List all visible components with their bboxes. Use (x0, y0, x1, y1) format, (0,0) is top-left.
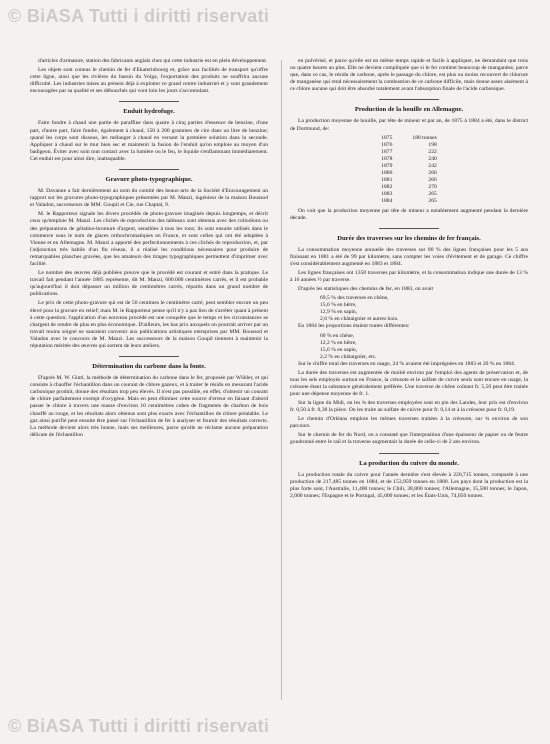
pct-line: 12,9 % en sapin, (320, 309, 358, 316)
production-row (371, 191, 447, 198)
pct-line: 60 % en chêne, (320, 332, 355, 339)
production-tons: 265 (428, 190, 437, 197)
production-row (371, 149, 447, 156)
heading-houille: Production de la houille en Allemagne. (354, 106, 464, 114)
production-tons: 198 (428, 141, 437, 148)
right-paragraph: On voit que la production moyenne par tête de mineur a notablement augmenté pendant la dernière décade. (290, 207, 528, 221)
section-rule (379, 453, 439, 454)
production-tons: 188 tonnes (412, 134, 437, 141)
production-tons: 266 (428, 176, 437, 183)
production-tons: 222 (428, 148, 437, 155)
left-intro: d'articles d'armature, station des fabricants anglais chez qui cette industrie est en plein développement. (38, 58, 268, 64)
production-tons: 265 (428, 197, 437, 204)
production-year: 1876 (381, 141, 393, 148)
right-intro: en pulvérisé, et parce qu'elle est en même temps rapide et facile à appliquer, ne demandant que trois ou quatre heures au plus. Elle ne devient compliquée que si le fer contient beaucoup de manganèse, parce que, dans ce cas, le résidu de carbone, après le passage du chlore, est plus ou moins recouvert de chlorure de manganèse qui rend nécessairement la combustion de ce carbone difficile, mais donne assez aisément à ce chlore aucune qui doit être absorbé totalement avant l'absorption finale de l'acide carbonique. (290, 58, 528, 93)
right-column (290, 58, 528, 502)
production-row (371, 142, 447, 149)
production-year: 1884 (381, 197, 393, 204)
right-paragraph: Sur le chemin de fer du Nord, on a constaté que l'interposition d'une épaisseur de papier ou de feutre goudronné entre le rail et la traverse augmentait la durée de celle-ci de 2 ans environ. (290, 432, 528, 446)
section-rule (119, 356, 179, 357)
right-paragraph: La consommation moyenne annuelle des traverses sur 80 % des lignes françaises pour les 5 ans finissant en 1881 a été de 99 par kilomètre, sans compter les voies d'évitement et de garage. Ce chiffre s'est considérablement augmenté en 1883 et 1884. (290, 246, 528, 268)
left-paragraph: Faire fondre à chaud une partie de paraffine dans quatre à cinq parties d'essence de benzine, d'une part, d'autre part, faire fondre, également à chaud, 150 à 200 grammes de cire dans un litre de benzine; quand les corps sont dissous, les mélanger à chaud en versant la première solution dans la seconde. Appliquer à chaud sur le mur bien sec et maintenir la fusion de l'enduit qu'on emploie au moyen d'un badigeon. Éviter avec soin tout contact avec la lumière ou le feu, le liquide s'enflammant immédiatement. Cet enduit est pour ainsi dire, inattaquable. (30, 120, 268, 162)
left-paragraph: M. le Rapporteur signale les divers procédés de photo-gravure imaginés depuis longtemps, et décrit ceux qu'emploie M. Manzi. Les clichés de reproduction des tableaux sont obtenus avec des collodions ou des préparations de gélatino-bromure d'argent, sensibles à tous les tons; ils sont ensuite utilisés dans le commerce sous le nom de glaces orthochromatiques en France, et sont celles qui ont été adoptées à Vienne et en Allemagne. M. Manzi a apporté des perfectionnements à ces clichés de reproduction, et, par l'adjonction très habile d'un fin réseau, il a réalisé les conditions nécessaires pour produire de remarquables planches gravées, que les amateurs des tirages typographiques permettent d'imprimer avec facilité. (30, 211, 268, 267)
production-row (371, 163, 447, 170)
production-year: 1883 (381, 190, 393, 197)
section-rule (379, 99, 439, 100)
production-table (371, 135, 447, 205)
production-year: 1881 (381, 176, 393, 183)
pct-line: 15,6 % en sapin, (320, 346, 358, 353)
section-rule (119, 169, 179, 170)
production-row (371, 170, 447, 177)
production-row (371, 156, 447, 163)
left-paragraph: D'après M. W. Gintl, la méthode de détermination du carbone dans le fer, proposée par Wöhler, et qui consiste à chauffer l'échantillon dans un courant de chlore gazeux, et à traiter le résidu en mesurant l'acide carbonique produit, donne des résultats trop peu élevés. Il n'est pas possible, en effet, d'obtenir un courant de chlore parfaitement exempt d'oxygène. Mais en peut éliminer cette source d'erreur en faisant d'abord passer le chlore à travers une masse d'environ 10 centimètres cubes de fragments de charbon de bois chauffé au rouge, et les résultats alors obtenus sont plus exacts avec l'échantillon de chlore préalable. Le gaz ainsi purifié peut ensuite être passé sur l'échantillon de fer à analyser et fournir des résultats corrects. La méthode devient alors très bonne, mais ses meilleures, parce qu'elle ne réclame aucune préparation délicate de l'échantillon (30, 375, 268, 438)
right-paragraph: D'après les statistiques des chemins de fer, en 1883, on avait (298, 286, 433, 293)
production-year: 1879 (381, 162, 393, 169)
heading-carbone: Détermination du carbone dans la fonte. (92, 363, 206, 371)
heading-cuivre: La production du cuivre du monde. (359, 459, 459, 467)
production-row (371, 184, 447, 191)
production-row (371, 198, 447, 205)
heading-gravure: Gravure photo-typographique. (105, 176, 193, 184)
left-paragraph: Le prix de cette photo-gravure qui est de 50 centimes le centimètre carré, peut sembler encore un peu élevé pour la gravure en relief; mais M. le Rapporteur pense qu'il n'y a pas lieu de s'arrêter quant à présent à cette question; l'application d'un nouveau procédé est une conquête que le temps et les circonstances se chargent de rendre de plus en plus économique. D'ailleurs, les bas prix auxquels on pourrait arriver par un travail moins soigné ne sauraient convenir aux publications artistiques entreprises par MM. Boussod et Valadon avec le concours de M. Manzi. Les successeurs de la maison Goupil tiennent à maintenir la réputation méritée des œuvres qui sortent de leurs ateliers. (30, 300, 268, 349)
pct-line: 15,6 % en hêtre, (320, 302, 357, 309)
right-paragraph: Les lignes françaises ont 1350 traverses par kilomètre, et la consommation indique une durée de 13 % à 16 années ½ par traverse. (290, 270, 528, 284)
production-row (371, 177, 447, 184)
production-year: 1878 (381, 155, 393, 162)
pct-line: 12,2 % en hêtre, (320, 339, 357, 346)
right-paragraph: La durée des traverses est augmentée de moitié environ par l'emploi des agents de préservation et, de tous les sels employés surtout en France, la créosote et le sulfate de cuivre seuls sont encore en usage, la créosote étant la substance généralement préférée. Une traverse de chêne coûtant fr. 5,50 peut être traitée pour une dépense moyenne de fr. 1. (290, 369, 528, 397)
production-tons: 240 (428, 155, 437, 162)
right-paragraph: Sur la ligne du Midi, on les ¾ des traverses employées sont en pin des Landes, leur prix est d'environ fr. 0,50 à fr. 0,38 la pièce. On les traite au sulfate de cuivre pour fr. 0,14 et à la créosote pour fr. 0,19. (290, 399, 528, 414)
pct-line: 69,5 % des traverses en chêne, (320, 295, 389, 302)
left-paragraph: Le nombre des œuvres déjà publiées prouve que le procédé est courant et entré dans la pratique. Le travail fait pendant l'année 1885 représente, dit M. Manzi, 600.000 centimètres carrés, et il est probable qu'aujourd'hui il doit dépasser un million de centimètres carrés, répartis dans un grand nombre de publications. (30, 270, 268, 298)
heading-enduit: Enduit hydrofuge. (123, 108, 175, 116)
left-paragraph: Les objets sont connus le chemin de fer d'Ekaterinbourg et, grâce aux facilités de transport qu'offre cette ligne, ainsi que les rivières du bassin du Volga, l'exportation des produits ne souffrira aucune difficulté. Les industries mises au présent déjà à exploiter ce grand centre industriel et y sont grandement encouragées par sa qualité et ses débouchés qui vont loin les jours s'accumulant. (30, 67, 268, 95)
left-paragraph: M. Davanne a fait dernièrement au nom du comité des beaux-arts de la Société d'Encouragement un rapport sur les gravures photo-typographiques présentées par M. Manzi, ingénieur de la maison Boussod et Valadon, successeurs de MM. Goupil et Cie, rue Chaptal, 9. (30, 188, 268, 209)
right-paragraph: La production totale du cuivre pour l'année dernière s'est élevée à 220,715 tonnes, comparée à une production de 217,485 tonnes en 1884, et de 153,959 tonnes en 1880. Les pays dont la production est la plus forte sont, l'Australie, 11,400 tonnes; le Chili, 38,800 tonnes; l'Allemagne, 15,500 tonnes; le Japon, 2,000 tonnes; l'Espagne et le Portugal, 45,000 tonnes; et les États-Unis, 74,050 tonnes. (290, 471, 528, 499)
production-tons: 270 (428, 183, 437, 190)
column-divider (281, 60, 282, 700)
production-tons: 266 (428, 169, 437, 176)
production-year: 1880 (381, 169, 393, 176)
section-rule (379, 228, 439, 229)
pct-line: 2,2 % en châtaignier, etc. (320, 353, 377, 360)
watermark-bottom: © BiASA Tutti i diritti riservati (8, 716, 270, 736)
pct-line: 2,6 % en châtaignier et autres bois. (320, 316, 399, 323)
right-paragraph: Sur le chiffre total des traverses en usage, 24 % avaient été imprégnées en 1883 et 20 % en 1884. (298, 360, 516, 367)
right-paragraph: Le chemin d'Orléans emploie les mêmes traverses traitées à la créosote, sur ¾ environ de son parcours. (290, 416, 528, 430)
section-rule (119, 101, 179, 102)
right-paragraph: En 1884 les proportions étaient toutes différentes: (298, 323, 410, 330)
right-paragraph: La production moyenne de houille, par tête de mineur et par an, de 1875 à 1884 a été, dans le district de Dortmund, de: (290, 118, 528, 132)
production-year: 1882 (381, 183, 393, 190)
production-year: 1875 (381, 134, 393, 141)
heading-traverses: Durée des traverses sur les chemins de fer français. (337, 234, 481, 242)
production-tons: 242 (428, 162, 437, 169)
production-year: 1877 (381, 148, 393, 155)
left-column (30, 58, 268, 441)
watermark-top: © BiASA Tutti i diritti riservati (8, 6, 270, 26)
production-row (371, 135, 447, 142)
